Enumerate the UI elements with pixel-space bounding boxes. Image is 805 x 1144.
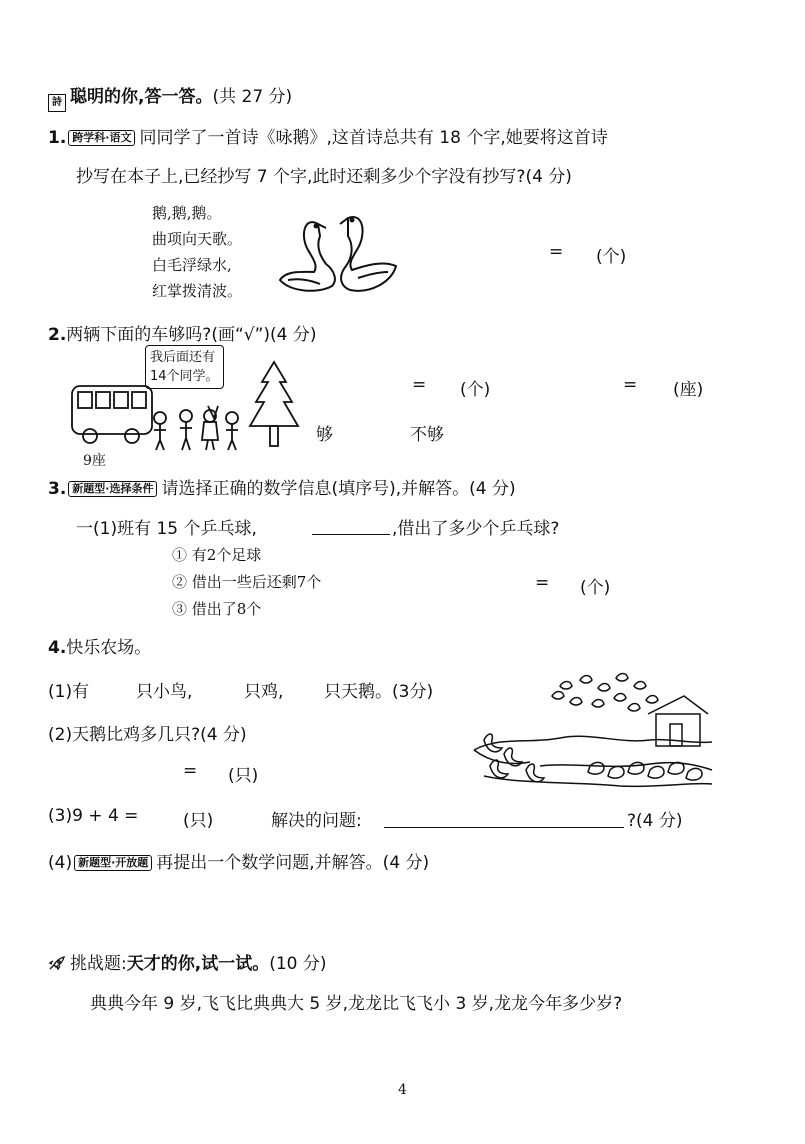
q4-part3-d: ?(4 分) (627, 811, 683, 831)
poem-line: 曲项向天歌。 (152, 230, 243, 248)
q3-stem-after: ,借出了多少个乒乓球? (392, 519, 560, 539)
q3-options (172, 542, 321, 623)
q1-text-line1: 同同学了一首诗《咏鹅》,这首诗总共有 18 个字,她要将这首诗 (139, 128, 608, 148)
q2-line (48, 320, 317, 345)
q3-tag: 新题型·选择条件 (68, 481, 157, 497)
section1-title: 聪明的你,答一答。 (70, 87, 213, 107)
q4-part2: (2)天鹅比鸡多几只?(4 分) (48, 725, 247, 745)
q3-stem-before: 一(1)班有 15 个乒乓球, (76, 519, 257, 539)
challenge-score: (10 分) (269, 954, 327, 974)
q4-part2-equals: = (183, 761, 198, 781)
q1-equals: = (549, 242, 564, 262)
q4-part1-a: (1)有 (48, 682, 90, 702)
q4-number: 4. (48, 638, 67, 658)
poem-line: 红掌拨清波。 (152, 282, 243, 300)
bubble-line1: 我后面还有 (150, 350, 216, 365)
q4-part4-tag: 新题型·开放题 (74, 855, 152, 871)
bubble-line2: 14个同学。 (150, 369, 219, 384)
q3-option: ① 有2个足球 (172, 546, 262, 564)
q2-option-not-enough[interactable]: 不够 (410, 425, 444, 445)
swans-illustration (274, 206, 404, 298)
challenge-title: 天才的你,试一试。 (126, 954, 270, 974)
q4-part3-b: (只) (183, 811, 214, 831)
challenge-text: 典典今年 9 岁,飞飞比典典大 5 岁,龙龙比飞飞小 3 岁,龙龙今年多少岁? (90, 994, 623, 1014)
bus-seats-label: 9座 (83, 453, 106, 469)
q2-equals-2: = (623, 375, 638, 395)
q3-number: 3. (48, 479, 67, 499)
q1-text-line2: 抄写在本子上,已经抄写 7 个字,此时还剩多少个字没有抄写?(4 分) (76, 167, 572, 187)
q3-unit: (个) (580, 578, 611, 598)
poem-line: 白毛浮绿水, (152, 256, 232, 274)
q1-poem (152, 200, 242, 304)
q4-part4-line (48, 848, 429, 873)
q4-part3-a: (3)9 + 4 = (48, 806, 139, 826)
q3-option: ③ 借出了8个 (172, 600, 262, 618)
section1-score: (共 27 分) (212, 87, 293, 107)
q1-number: 1. (48, 128, 67, 148)
q2-equals-1: = (412, 375, 427, 395)
q4-part4-text: 再提出一个数学问题,并解答。(4 分) (156, 853, 430, 873)
q4-line (48, 633, 151, 658)
challenge-label: 挑战题: (70, 954, 127, 974)
q4-part4-number: (4) (48, 853, 73, 873)
q4-part3-c: 解决的问题: (271, 811, 362, 831)
q3-equals: = (535, 573, 550, 593)
q4-part3-answer-blank[interactable] (384, 827, 624, 828)
bus-children-tree-illustration (68, 356, 304, 456)
q4-part2-unit: (只) (228, 766, 259, 786)
page-number: 4 (398, 1082, 407, 1098)
q2-number: 2. (48, 325, 67, 345)
q3-line (48, 474, 516, 499)
q1-line1 (48, 123, 608, 148)
q4-title: 快乐农场。 (66, 638, 152, 658)
poem-box-icon: 詩 (48, 94, 66, 112)
farm-illustration (470, 666, 715, 792)
section1-header (48, 82, 292, 112)
q1-unit: (个) (596, 247, 627, 267)
q2-unit-1: (个) (460, 380, 491, 400)
q3-answer-blank[interactable] (312, 534, 390, 535)
q4-part1-d: 只天鹅。(3分) (324, 682, 434, 702)
challenge-header (48, 949, 327, 974)
q3-text: 请选择正确的数学信息(填序号),并解答。(4 分) (161, 479, 516, 499)
q2-unit-2: (座) (673, 380, 704, 400)
q3-option: ② 借出一些后还剩7个 (172, 573, 322, 591)
poem-line: 鹅,鹅,鹅。 (152, 204, 222, 222)
q2-option-enough[interactable]: 够 (316, 425, 333, 445)
q4-part1-b: 只小鸟, (136, 682, 193, 702)
q1-tag: 跨学科·语文 (68, 130, 135, 146)
q4-part1-c: 只鸡, (244, 682, 284, 702)
rocket-icon (48, 955, 66, 971)
q2-text: 两辆下面的车够吗?(画“√”)(4 分) (66, 325, 317, 345)
